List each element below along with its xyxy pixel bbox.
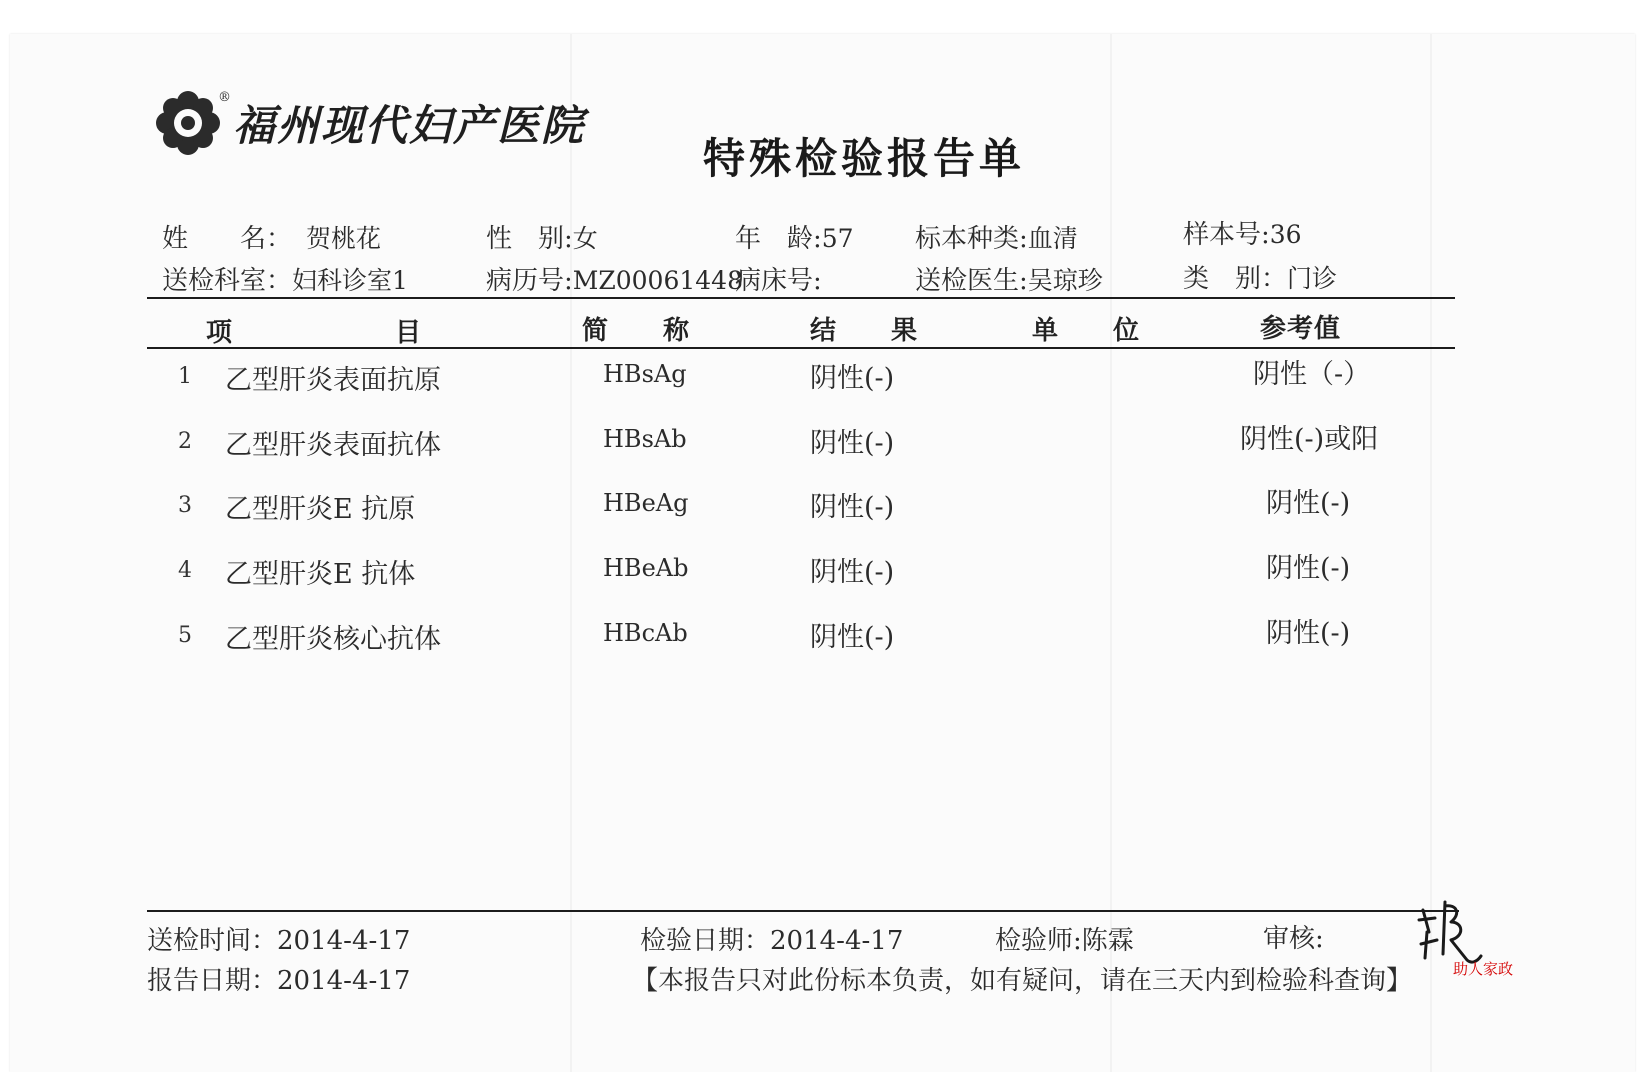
reviewer-label: 审核:: [1263, 924, 1324, 954]
row-item: 乙型肝炎核心抗体: [225, 624, 441, 655]
test-date-field: [640, 920, 903, 957]
row-item: 乙型肝炎E 抗体: [225, 559, 416, 590]
category-label: 类 别：: [1183, 264, 1288, 294]
age-value: 57: [821, 224, 854, 253]
department-label: 送检科室：: [162, 266, 293, 296]
row-result: 阴性(-): [810, 557, 895, 588]
header-unit: 单 位: [1032, 316, 1141, 346]
hospital-logo: [155, 90, 585, 156]
hospital-name: 福州现代妇产医院: [233, 101, 586, 150]
test-date-value: 2014-4-17: [770, 926, 904, 956]
row-abbr: HBeAb: [603, 554, 689, 582]
row-abbr: HBsAg: [603, 360, 687, 388]
row-result: 阴性(-): [810, 622, 895, 653]
row-item: 乙型肝炎表面抗体: [225, 430, 441, 461]
tester-label: 检验师:: [995, 926, 1082, 956]
department-field: [162, 260, 408, 297]
row-number: 2: [178, 429, 192, 454]
patient-name-label: 姓 名：: [162, 224, 293, 254]
row-number: 4: [178, 558, 192, 583]
row-reference: 阴性(-): [1266, 618, 1351, 649]
tester-value: 陈霖: [1081, 926, 1134, 956]
doctor-field: [915, 260, 1103, 297]
row-item: 乙型肝炎表面抗原: [225, 365, 441, 396]
row-abbr: HBsAb: [603, 425, 687, 453]
record-no-field: [486, 260, 743, 297]
sample-no-field: [1183, 214, 1302, 251]
age-field: [735, 218, 854, 255]
specimen-type-label: 标本种类:: [915, 224, 1028, 254]
header-abbr: 简 称: [582, 316, 691, 346]
gender-label: 性 别:: [486, 224, 573, 254]
header-item: 项 目: [206, 318, 423, 348]
report-title: 特殊检验报告单: [703, 134, 1026, 183]
doctor-label: 送检医生:: [915, 266, 1028, 296]
record-no-label: 病历号:: [486, 266, 573, 296]
bed-no-field: [735, 260, 822, 297]
specimen-type-field: [915, 218, 1078, 255]
row-result: 阴性(-): [810, 428, 895, 459]
watermark-text: 助人家政: [1453, 960, 1514, 978]
table-top-rule: [147, 297, 1455, 299]
row-number: 5: [178, 623, 192, 648]
row-number: 3: [178, 493, 192, 518]
row-item: 乙型肝炎E 抗原: [225, 494, 416, 525]
specimen-type-value: 血清: [1027, 224, 1078, 253]
report-sheet: [10, 34, 1635, 1072]
header-reference: 参考值: [1260, 314, 1342, 344]
header-result: 结 果: [810, 316, 919, 346]
submit-time-label: 送检时间：: [147, 926, 278, 956]
row-abbr: HBeAg: [603, 489, 689, 517]
record-no-value: MZ00061448: [572, 266, 743, 295]
category-value: 门诊: [1287, 264, 1338, 293]
department-value: 妇科诊室1: [292, 266, 408, 295]
doctor-value: 吴琼珍: [1027, 266, 1103, 295]
registered-mark: ®: [218, 90, 231, 105]
submit-time-value: 2014-4-17: [277, 926, 411, 956]
row-abbr: HBcAb: [603, 619, 688, 647]
row-number: 1: [178, 364, 192, 389]
patient-name-value: 贺桃花: [306, 224, 382, 253]
footer-rule: [147, 910, 1459, 912]
report-date-label: 报告日期：: [147, 966, 278, 996]
row-reference: 阴性(-): [1266, 553, 1351, 584]
report-date-field: [147, 960, 410, 997]
disclaimer: 【本报告只对此份标本负责，如有疑问，请在三天内到检验科查询】: [632, 966, 1413, 996]
row-reference: 阴性(-): [1266, 488, 1351, 519]
row-result: 阴性(-): [810, 492, 895, 523]
gender-value: 女: [572, 224, 598, 253]
submit-time-field: [147, 920, 410, 957]
hospital-flower-icon: [155, 90, 221, 156]
sample-no-value: 36: [1269, 220, 1302, 249]
patient-name-field: [162, 218, 381, 255]
age-label: 年 龄:: [735, 224, 822, 254]
bed-no-label: 病床号:: [735, 266, 822, 296]
tester-field: [995, 920, 1134, 957]
test-date-label: 检验日期：: [640, 926, 771, 956]
row-result: 阴性(-): [810, 363, 895, 394]
sample-no-label: 样本号:: [1183, 220, 1270, 250]
row-reference: 阴性(-)或阳: [1240, 424, 1379, 455]
report-date-value: 2014-4-17: [277, 966, 411, 996]
gender-field: [486, 218, 598, 255]
category-field: [1183, 258, 1337, 295]
row-reference: 阴性（-）: [1253, 359, 1371, 390]
